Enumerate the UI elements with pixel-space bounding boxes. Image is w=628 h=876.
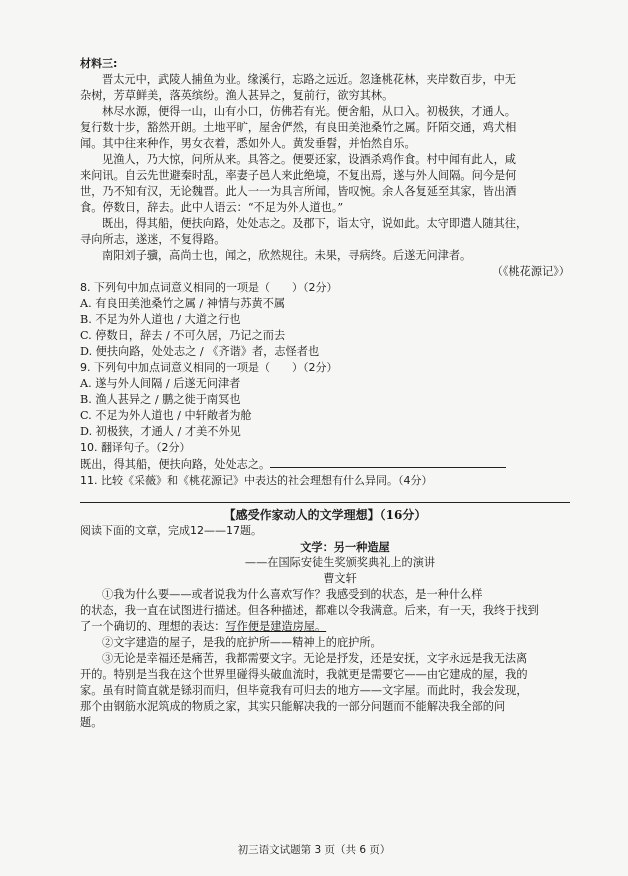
translate-sentence-row bbox=[80, 456, 570, 473]
paragraph-1 bbox=[80, 587, 570, 635]
paragraph-line: 的状态，我一直在试图进行描述。但各种描述，都难以令我满意。后来，有一天，我终于找到 bbox=[80, 604, 539, 617]
paragraph-3 bbox=[80, 651, 570, 731]
paragraph-line: ①我为什么要——或者说我为什么喜欢写作？我感受到的状态，是一种什么样 bbox=[102, 588, 483, 601]
passage bbox=[80, 72, 570, 280]
translate-sentence: 既出，得其船，便扶向路，处处志之。 bbox=[80, 458, 271, 471]
option-c: C. 停数日，辞去 / 不可久居，乃记之而去 bbox=[80, 329, 286, 342]
paragraph-line: 家。虽有时简直就是铩羽而归，但毕竟我有可归去的地方——文字屋。而此时，我会发现， bbox=[80, 684, 528, 697]
material-title: 材料三: bbox=[80, 57, 118, 70]
page-footer: 初三语文试题第 3 页（共 6 页） bbox=[237, 844, 391, 856]
passage-line: 林尽水源，便得一山，山有小口，仿佛若有光。便舍船，从口入。初极狭，才通人。 bbox=[102, 105, 516, 118]
question-10 bbox=[80, 440, 570, 473]
passage-line: 晋太元中，武陵人捕鱼为业。缘溪行，忘路之远近。忽逢桃花林，夹岸数百步，中无 bbox=[102, 73, 516, 86]
passage-source: （《桃花源记》） bbox=[491, 265, 570, 278]
paragraph-line: ③无论是幸福还是痛苦，我都需要文字。无论是抒发，还是安抚，文字永远是我无法离 bbox=[102, 652, 528, 665]
passage-line: 复行数十步，豁然开朗。土地平旷，屋舍俨然，有良田美池桑竹之属。阡陌交通，鸡犬相 bbox=[80, 121, 517, 134]
option-d: D. 初极狭，才通人 / 才美不外见 bbox=[80, 425, 241, 438]
article-subtitle: ——在国际安徒生奖颁奖典礼上的演讲 bbox=[244, 556, 436, 569]
paragraph-line-last bbox=[80, 619, 570, 635]
question-11 bbox=[80, 473, 570, 503]
option-c: C. 不足为外人道也 / 中轩敞者为舱 bbox=[80, 409, 252, 422]
question-9 bbox=[80, 360, 570, 440]
option-b: B. 不足为外人道也 / 大道之行也 bbox=[80, 313, 241, 326]
section-title: 【感受作家动人的文学理想】（16分） bbox=[223, 508, 427, 522]
option-b: B. 渔人甚异之 / 鹏之徙于南冥也 bbox=[80, 393, 241, 406]
option-a: A. 有良田美池桑竹之属 / 神情与苏黄不属 bbox=[80, 297, 286, 310]
question-stem: 11. 比较《采薇》和《桃花源记》中表达的社会理想有什么异同。（4分） bbox=[80, 474, 433, 487]
question-stem: 10. 翻译句子。（2分） bbox=[80, 441, 191, 454]
passage-line: 食。停数日，辞去。此中人语云：“不足为外人道也。” bbox=[80, 201, 344, 214]
article-author: 曹文轩 bbox=[323, 572, 357, 585]
paragraph-2: ②文字建造的屋子，是我的庇护所——精神上的庇护所。 bbox=[102, 636, 382, 649]
underlined-sentence: 写作便是建造房屋。 bbox=[225, 620, 327, 633]
paragraph-line: 开的。特别是当我在这个世界里碰得头破血流时，我就更是需要它——由它建成的屋，我的 bbox=[80, 668, 528, 681]
question-stem: 8. 下列句中加点词意义相同的一项是（ ）（2分） bbox=[80, 281, 338, 294]
paragraph-line: 那个由钢筋水泥筑成的物质之家，其实只能解决我的一部分问题而不能解决我全部的问 bbox=[80, 700, 506, 713]
paragraph-text: 了一个确切的、理想的表达： bbox=[80, 620, 226, 633]
passage-line: 寻向所志，遂迷，不复得路。 bbox=[80, 233, 226, 246]
passage-line: 既出，得其船，便扶向路，处处志之。及郡下，诣太守，说如此。太守即遣人随其往， bbox=[102, 217, 528, 230]
exam-page bbox=[80, 56, 570, 731]
question-stem: 9. 下列句中加点词意义相同的一项是（ ）（2分） bbox=[80, 361, 338, 374]
question-8 bbox=[80, 280, 570, 360]
reading-instruction: 阅读下面的文章，完成12——17题。 bbox=[80, 524, 262, 537]
answer-line[interactable] bbox=[80, 502, 570, 503]
passage-line: 见渔人，乃大惊，问所从来。具答之。便要还家，设酒杀鸡作食。村中闻有此人，咸 bbox=[102, 153, 516, 166]
passage-line: 闻。其中往来种作，男女衣着，悉如外人。黄发垂髫，并怡然自乐。 bbox=[80, 137, 416, 150]
option-a: A. 遂与外人间隔 / 后遂无问津者 bbox=[80, 377, 241, 390]
passage-line: 来问讯。自云先世避秦时乱，率妻子邑人来此绝境，不复出焉，遂与外人间隔。问今是何 bbox=[80, 169, 517, 182]
answer-line[interactable] bbox=[270, 456, 506, 468]
passage-line: 杂树，芳草鲜美，落英缤纷。渔人甚异之，复前行，欲穷其林。 bbox=[80, 89, 394, 102]
option-d: D. 便扶向路，处处志之 / 《齐谐》者，志怪者也 bbox=[80, 345, 320, 358]
passage-line: 世，乃不知有汉，无论魏晋。此人一一为具言所闻，皆叹惋。余人各复延至其家，皆出酒 bbox=[80, 185, 517, 198]
article-title: 文学：另一种造屋 bbox=[300, 540, 390, 554]
passage-line: 南阳刘子骥，高尚士也，闻之，欣然规往。未果，寻病终。后遂无问津者。 bbox=[102, 249, 472, 262]
paragraph-line: 题。 bbox=[80, 716, 103, 729]
